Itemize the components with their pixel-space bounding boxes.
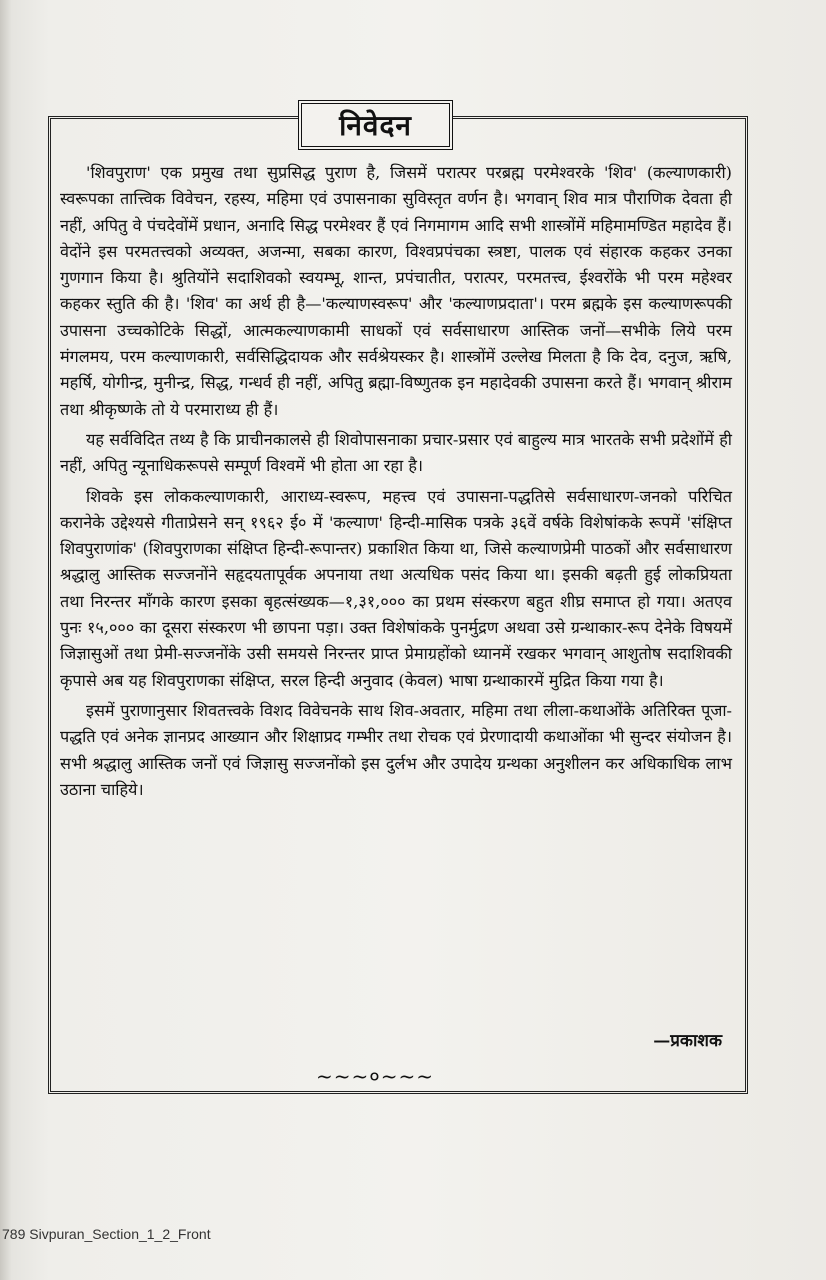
page-title: निवेदन	[298, 100, 453, 150]
paragraph-3: शिवके इस लोककल्याणकारी, आराध्य-स्वरूप, महत्त्व एवं उपासना-पद्धतिसे सर्वसाधारण-जनको परिचित करानेके उद्देश्यसे गीताप्रेसने सन् १९६२ ई० में 'कल्याण' हिन्दी-मासिक पत्रके ३६वें वर्षके विशेषांकके रूपमें 'संक्षिप्त शिवपुराणांक' (शिवपुराणका संक्षिप्त हिन्दी-रूपान्तर) प्रकाशित किया था, जिसे कल्याणप्रेमी पाठकों और सर्वसाधारण श्रद्धालु आस्तिक सज्जनोंने सहृदयतापूर्वक अपनाया तथा अत्यधिक पसंद किया था। इसकी बढ़ती हुई लोकप्रियता तथा निरन्तर माँगके कारण इसका बृहत्संख्यक—१,३१,००० का प्रथम संस्करण बहुत शीघ्र समाप्त हो गया। अतएव पुनः १५,००० का दूसरा संस्करण भी छापना पड़ा। उक्त विशेषांकके पुनर्मुद्रण अथवा उसे ग्रन्थाकार-रूप देनेके विषयमें जिज्ञासुओं तथा प्रेमी-सज्जनोंके उसी समयसे निरन्तर प्राप्त प्रेमाग्रहोंको ध्यानमें रखकर भगवान् आशुतोष सदाशिवकी कृपासे अब यह शिवपुराणका संक्षिप्त, सरल हिन्दी अनुवाद (केवल) भाषा ग्रन्थाकारमें मुद्रित किया गया है।	[60, 486, 732, 690]
paragraph-4: इसमें पुराणानुसार शिवतत्त्वके विशद विवेचनके साथ शिव-अवतार, महिमा तथा लीला-कथाओंके अतिरिक्त पूजा-पद्धति एवं अनेक ज्ञानप्रद आख्यान और शिक्षाप्रद गम्भीर तथा रोचक एवं प्रेरणादायी कथाओंका भी सुन्दर संयोजन है। सभी श्रद्धालु आस्तिक जनों एवं जिज्ञासु सज्जनोंको इस दुर्लभ और उपादेय ग्रन्थका अनुशीलन कर अधिकाधिक लाभ उठाना चाहिये।	[60, 700, 732, 799]
preface-body	[60, 160, 732, 807]
paragraph-1: 'शिवपुराण' एक प्रमुख तथा सुप्रसिद्ध पुराण है, जिसमें परात्पर परब्रह्म परमेश्वरके 'शिव' (कल्याणकारी) स्वरूपका तात्त्विक विवेचन, रहस्य, महिमा एवं उपासनाका सुविस्तृत वर्णन है। भगवान् शिव मात्र पौराणिक देवता ही नहीं, अपितु वे पंचदेवोंमें प्रधान, अनादि सिद्ध परमेश्वर हैं एवं निगमागम आदि सभी शास्त्रोंमें महिमामण्डित महादेव हैं। वेदोंने इस परमतत्त्वको अव्यक्त, अजन्मा, सबका कारण, विश्वप्रपंचका स्त्रष्टा, पालक एवं संहारक कहकर उनका गुणगान किया है। श्रुतियोंने सदाशिवको स्वयम्भू, शान्त, प्रपंचातीत, परात्पर, परमतत्त्व, ईश्वरोंके भी परम महेश्वर कहकर स्तुति की है। 'शिव' का अर्थ ही है—'कल्याणस्वरूप' और 'कल्याणप्रदाता'। परम ब्रह्मके इस कल्याणरूपकी उपासना उच्चकोटिके सिद्धों, आत्मकल्याणकामी साधकों एवं सर्वसाधारण आस्तिक जनों—सभीके लिये परम मंगलमय, परम कल्याणकारी, सर्वसिद्धिदायक और सर्वश्रेयस्कर है। शास्त्रोंमें उल्लेख मिलता है कि देव, दनुज, ऋषि, महर्षि, योगीन्द्र, मुनीन्द्र, सिद्ध, गन्धर्व ही नहीं, अपितु ब्रह्मा-विष्णुतक इन महादेवकी उपासना करते हैं। भगवान् श्रीराम तथा श्रीकृष्णके तो ये परमाराध्य ही हैं।	[60, 163, 732, 419]
publisher-signature: —प्रकाशक	[653, 1031, 722, 1051]
book-spine-shadow	[0, 0, 12, 1280]
paragraph-2: यह सर्वविदित तथ्य है कि प्राचीनकालसे ही शिवोपासनाका प्रचार-प्रसार एवं बाहुल्य मात्र भारतके सभी प्रदेशोंमें ही नहीं, अपितु न्यूनाधिकरूपसे सम्पूर्ण विश्वमें भी होता आ रहा है।	[60, 429, 732, 476]
ornament-divider: ~~~०~~~	[316, 1064, 434, 1088]
file-label: 789 Sivpuran_Section_1_2_Front	[2, 1226, 211, 1242]
